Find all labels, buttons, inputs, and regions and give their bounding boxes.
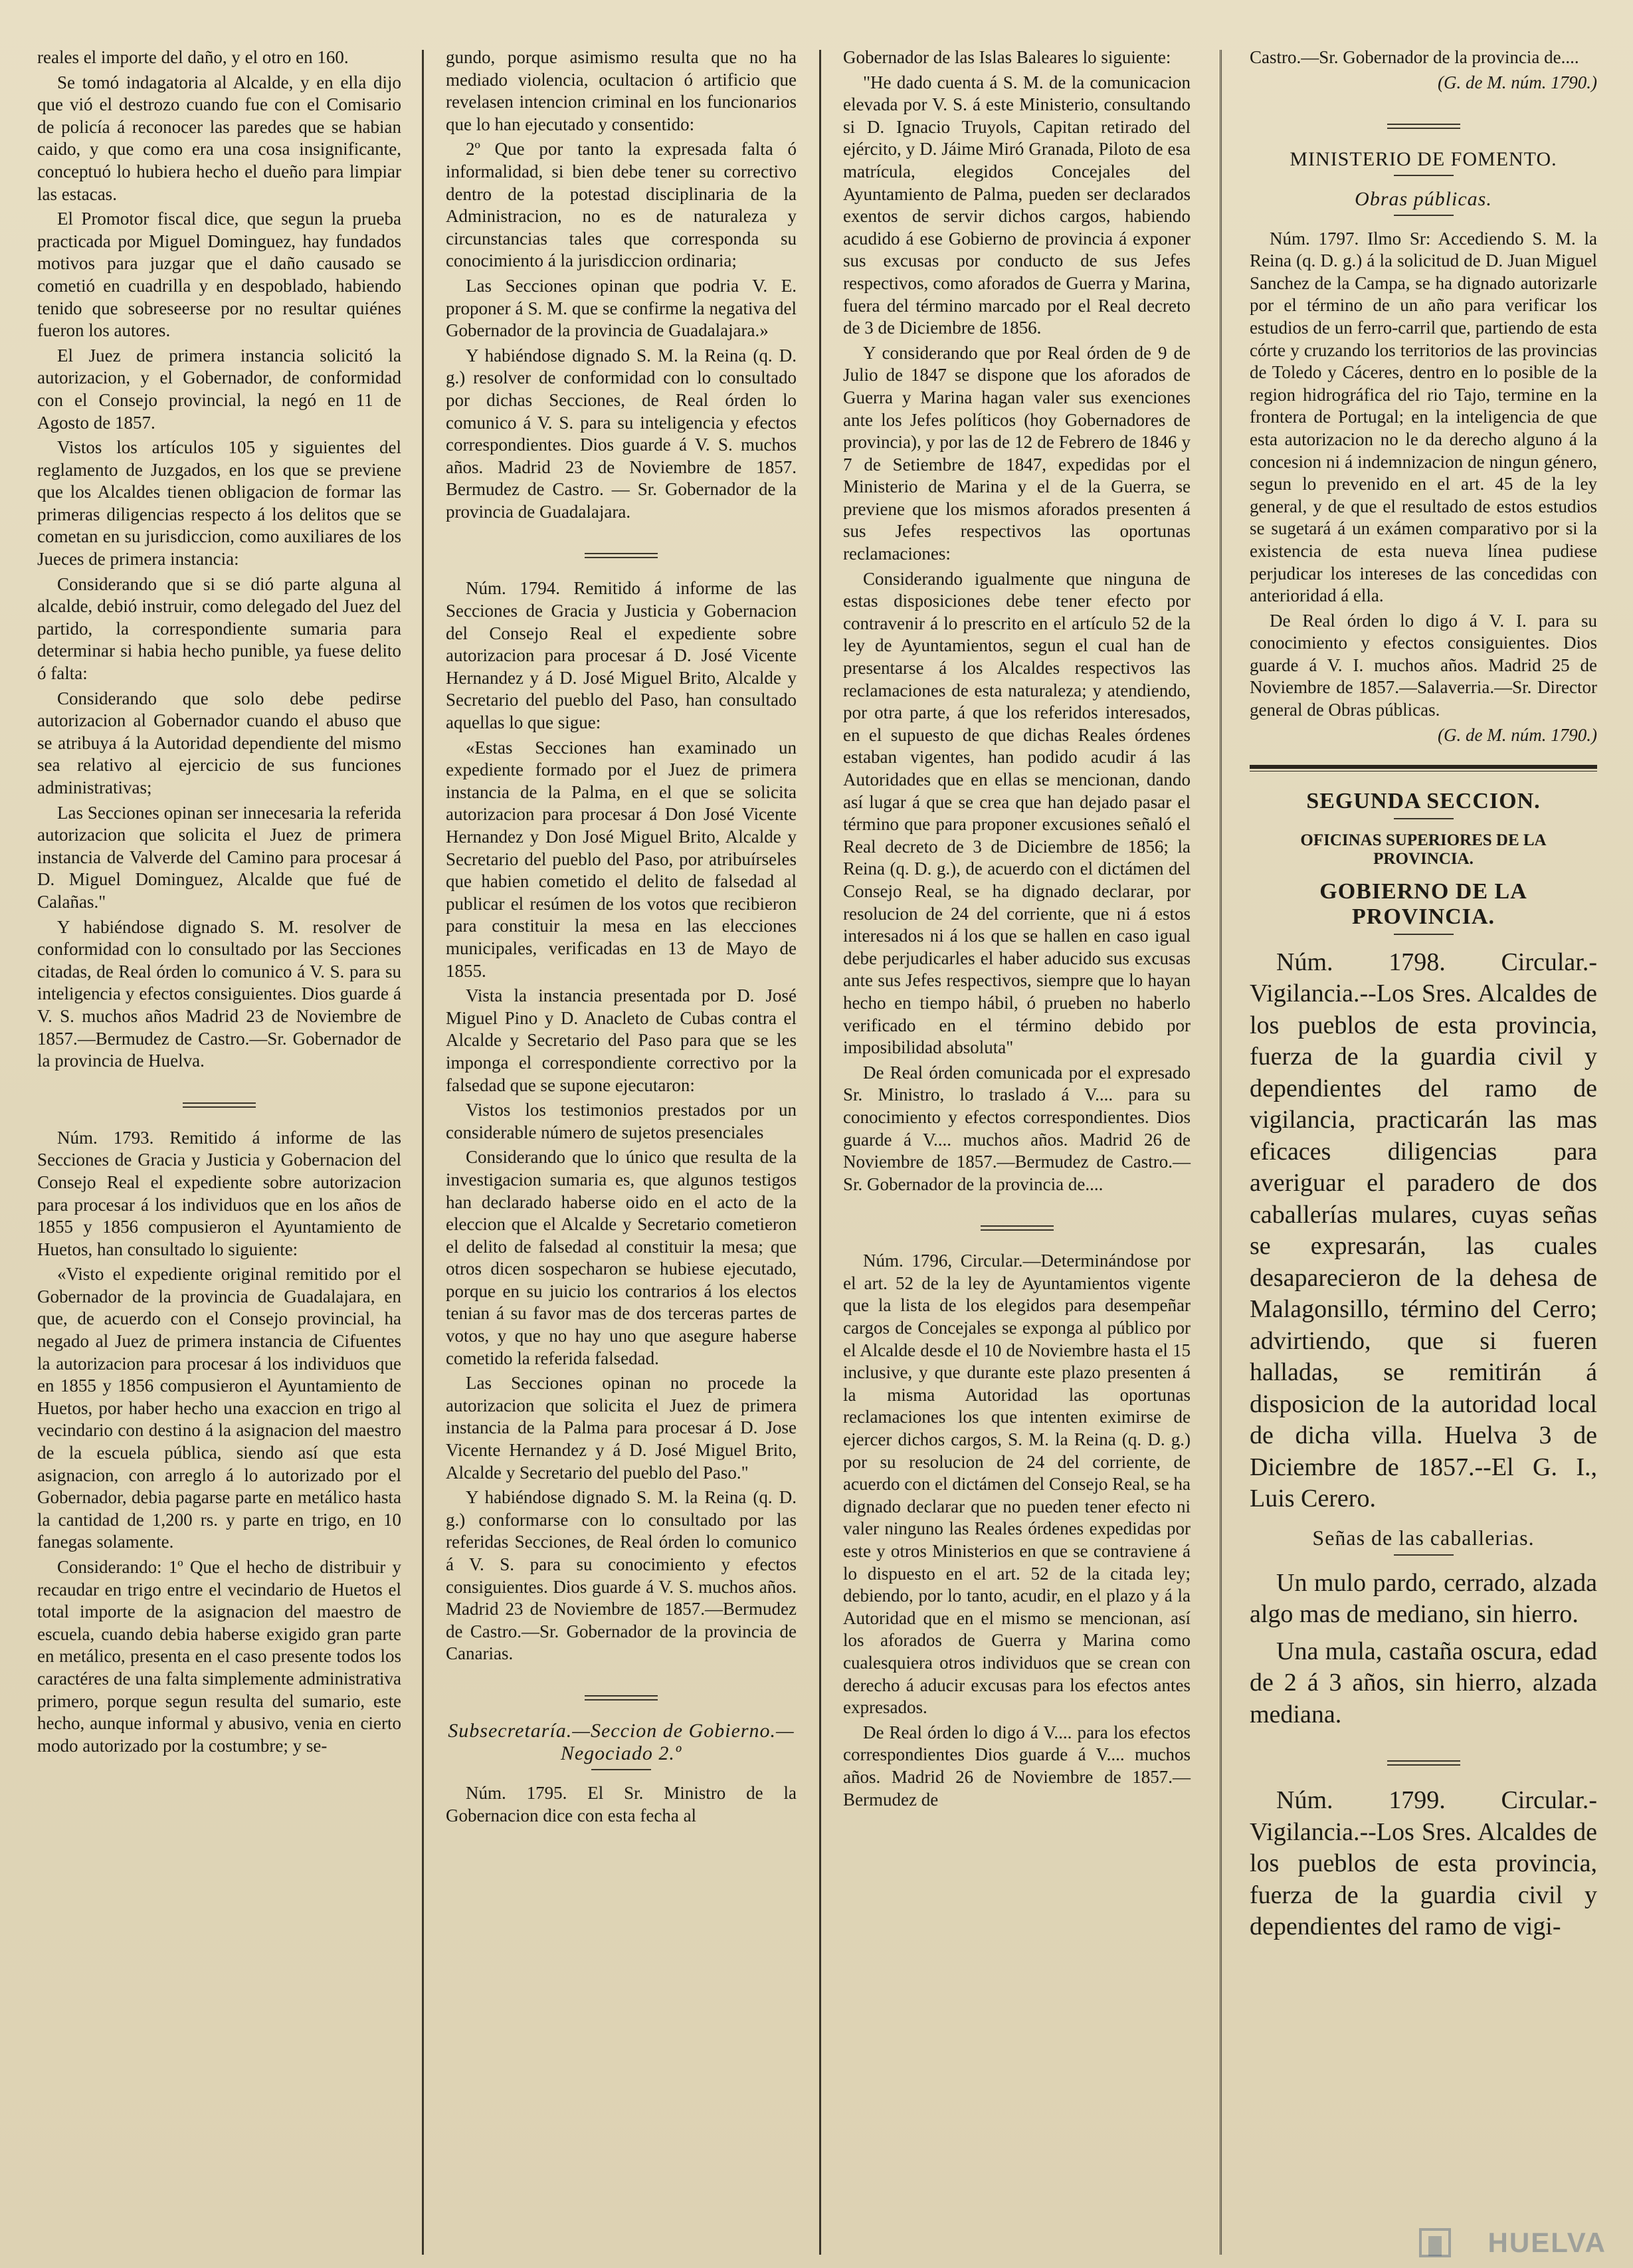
paragraph: De Real órden lo digo á V.... para los efectos correspondientes Dios guarde á V.... muchos años. Madrid 26 de Noviembre de 1857.—Bermudez de (843, 1722, 1191, 1809)
short-rule (1394, 1554, 1454, 1556)
section-subheading: Obras públicas. (1355, 187, 1492, 210)
separator (1250, 120, 1597, 130)
paragraph: Núm. 1794. Remitido á informe de las Secciones de Gracia y Justicia y Gobernacion del Consejo Real el expediente sobre autorizacion para procesar á D. José Vicente Hernandez y á D. José Miguel Brito, Alcalde y Secretario del pueblo del Paso, han consultado aquellas lo que sigue: (446, 578, 797, 733)
paragraph: Núm. 1797. Ilmo Sr: Accediendo S. M. la Reina (q. D. g.) á la solicitud de D. Juan Miguel Sanchez de la Campa, se ha dignado autorizarle por el término de un año para verificar los estudios de un ferro-carril que, partiendo de esta córte y cruzando los territorios de las provincias de Toledo y Cáceres, dentro en lo posible de la region hidrográfica del rio Tajo, termine en la frontera de Portugal; en la inteligencia de que esta autorizacion no le da derecho alguno á la concesion ni á indemnizacion de ningun género, segun lo prevenido en el art. 45 de la ley general, y de que el resultado de estos estudios se sugetará á un exámen comparativo por si la existencia de esta nueva línea pudiese perjudicar los intereses de las concedidas con anterioridad á ella. (1250, 228, 1597, 606)
paragraph: Y habiéndose dignado S. M. la Reina (q. D. g.) conformarse con lo consultado por las referidas Secciones, de Real órden lo comunico á V. S. para su conocimiento y efectos consiguientes. Dios guarde á V. S. muchos años. Madrid 23 de Noviembre de 1857.—Bermudez de Castro.—Sr. Gobernador de la provincia de Canarias. (446, 1487, 797, 1664)
paragraph: «Visto el expediente original remitido por el Gobernador de la provincia de Guadalajara, en que, de acuerdo con el Consejo provincial, ha negado al Juez de primera instancia de Cifuentes la autorizacion para procesar á los individuos que en 1855 y 1856 compusieron el Ayuntamiento de Huetos, por haber hecho una exaccion en trigo al vecindario con destino á la asignacion del maestro de la escuela pública, siendo así que esta asignacion, con arreglo á lo autorizado por el Gobernador, debia pagarse parte en metálico hasta la cantidad de 1,200 rs. y parte en trigo, en 10 fanegas solamente. (37, 1264, 401, 1552)
paragraph: Y habiéndose dignado S. M. resolver de conformidad con lo consultado por las Secciones citadas, de Real órden lo comunico á V. S. para su inteligencia y efectos consiguientes. Dios guarde á V. S. muchos años Madrid 23 de Noviembre de 1857.—Bermudez de Castro.—Sr. Gobernador de la provincia de Huelva. (37, 916, 401, 1071)
short-rule (1394, 215, 1454, 216)
paragraph: Considerando que si se dió parte alguna al alcalde, debió instruir, como delegado del Juez del partido, la correspondiente sumaria para determinar si habia hecho punible, ya fuese delito ó falta: (37, 573, 401, 684)
archive-watermark: HUELVA (1488, 2227, 1606, 2258)
paragraph: Y considerando que por Real órden de 9 de Julio de 1847 se dispone que los aforados de Guerra y Marina hagan valer sus exenciones ante los Jefes políticos (hoy Gobernadores de provincia), y por las de 12 de Febrero de 1846 y 7 de Setiembre de 1847, expedidas por el Ministerio de Marina y el de la Guerra, se previene que los mismos aforados presenten á sus Jefes respectivos las oportunas reclamaciones: (843, 342, 1191, 564)
paragraph: 2º Que por tanto la expresada falta ó informalidad, si bien debe tener su correctivo dentro de la potestad disciplinaria de la Administracion, no es de naturaleza y circunstancias tales que corresponda su conocimiento á la jurisdiccion ordinaria; (446, 139, 797, 271)
citation (1250, 724, 1597, 746)
column-4 (1246, 47, 1601, 2248)
descriptions-heading: Señas de las caballerias. (1312, 1525, 1535, 1550)
paragraph: Considerando: 1º Que el hecho de distribuir y recaudar en trigo entre el vecindario de Huetos el total importe de la asignacion del maestro de escuela, cuando debia haberse exigido gran parte en metálico, presenta en el caso presente todos los caractéres de una falta simplemente administrativa primero, porque segun resulta del sumario, este hecho, aunque informal y abusivo, venia en cierto modo autorizado por la costumbre; y se- (37, 1557, 401, 1756)
paragraph: «Estas Secciones han examinado un expediente formado por el Juez de primera instancia de la Palma, en el que se solicita autorizacion para procesar á Don José Vicente Hernandez y Don José Miguel Brito, Alcalde y Secretario del pueblo del Paso, por atribuírseles que habien cometido el delito de falsedad al publicar el resúmen de los votos que recibieron para constituir la mesa en las elecciones municipales, verificadas en 13 de Mayo de 1855. (446, 737, 797, 981)
paragraph: Un mulo pardo, cerrado, alzada algo mas de mediano, sin hierro. (1250, 1568, 1597, 1629)
column-rule (819, 50, 821, 2255)
paragraph: El Juez de primera instancia solicitó la autorizacion, y el Gobernador, de conformidad con el Consejo provincial, la negó en 11 de Agosto de 1857. (37, 345, 401, 433)
paragraph: "He dado cuenta á S. M. de la comunicacion elevada por V. S. á este Ministerio, consultando si D. Ignacio Truyols, Capitan retirado del ejército, y D. Jáime Miró Granada, Piloto de esa matrícula, elegidos Concejales del Ayuntamiento de Palma, pueden ser declarados exentos de servir dichos cargos, habiendo acudido á ese Gobierno de provincia á exponer sus excusas por conducto de sus Jefes respectivos, como aforados de Guerra y Marina, fuera del término marcado por el Real decreto de 3 de Diciembre de 1856. (843, 72, 1191, 338)
section-rule (1250, 765, 1597, 772)
paragraph: Una mula, castaña oscura, edad de 2 á 3 años, sin hierro, alzada mediana. (1250, 1637, 1597, 1728)
paragraph: Considerando igualmente que ninguna de estas disposiciones debe tener efecto por contravenir á lo prescrito en el artículo 52 de la ley de Ayuntamientos, segun el cual han de presentarse á los Alcaldes respectivos las reclamaciones de esta naturaleza; y atendiendo, por otra parte, á que los referidos interesados, en el supuesto de que dichas Reales órdenes estaban vigentes, han podido acudir á las Autoridades que en ellas se mencionan, dando así lugar á que se crea que han dejado pasar el término que para proponer excusiones señaló el Real decreto de 3 de Diciembre de 1856; la Reina (q. D. g.), de acuerdo con el dictámen del Consejo Real, se ha dignado declarar, por resolucion de 24 del corriente, que ni á estos interesados ni á los que se hallen en caso igual debe perjudicarles el haber aducido sus excusas ante sus Jefes respectivos, siempre que lo hayan hecho en tiempo hábil, ó prueben no haberlo verificado en el término debido por imposibilidad absoluta" (843, 568, 1191, 1058)
separator (446, 550, 797, 559)
paragraph: Las Secciones opinan no procede la autorizacion que solicita el Juez de primera instancia de la Palma para procesar á D. Jose Vicente Hernandez y á D. José Miguel Brito, Alcalde y Secretario del pueblo del Paso." (446, 1373, 797, 1483)
paragraph: Considerando que lo único que resulta de la investigacion sumaria es, que algunos testigos han declarado haberse oido en el acto de la eleccion que el Alcalde y Secretario cometieron el delito de falsedad al constituir la mesa; que otros dicen sospecharon se hubiese ejecutado, porque en su juicio los contrarios á los electos tenian á su favor mas de dos terceras partes de votos, y que no hay uno que asegure haberse cometido la referida falsedad. (446, 1147, 797, 1368)
separator (843, 1222, 1191, 1231)
citation (1250, 72, 1597, 94)
paragraph: Vistos los artículos 105 y siguientes del reglamento de Juzgados, en los que se previene que los Alcaldes tienen obligacion de formar las primeras diligencias respecto á los delitos que se cometan en su jurisdiccion, como auxiliares de los Jueces de primera instancia: (37, 437, 401, 569)
paragraph: De Real órden lo digo á V. I. para su conocimiento y efectos consiguientes. Dios guarde á V. I. muchos años. Madrid 25 de Noviembre de 1857.—Salaverria.—Sr. Director general de Obras públicas. (1250, 610, 1597, 720)
paragraph: Se tomó indagatoria al Alcalde, y en ella dijo que vió el destrozo cuando fue con el Comisario de policía á reconocer las paredes que se habian caido, y que como era una cosa insignificante, conceptuó lo hubiera hecho el dueño para limpiar las estacas. (37, 72, 401, 204)
paragraph: Las Secciones opinan que podria V. E. proponer á S. M. que se confirme la negativa del Gobernador de la provincia de Guadalajara.» (446, 275, 797, 341)
paragraph: Núm. 1799. Circular.-Vigilancia.--Los Sres. Alcaldes de los pueblos de esta provincia, fuerza de la guardia civil y dependientes del ramo de vigi- (1250, 1786, 1597, 1941)
column-2 (442, 47, 801, 2248)
separator (37, 1099, 401, 1108)
paragraph: Núm. 1793. Remitido á informe de las Secciones de Gracia y Justicia y Gobernacion del Consejo Real el expediente sobre autorizacion para procesar á los individuos que en los años de 1855 y 1856 compusieron el Ayuntamiento de Huetos, han consultado lo siguiente: (37, 1127, 401, 1259)
column-rule (422, 50, 424, 2255)
column-3 (839, 47, 1195, 2248)
short-rule (1394, 818, 1454, 819)
paragraph: Núm. 1795. El Sr. Ministro de la Gobernacion dice con esta fecha al (446, 1782, 797, 1825)
paragraph: Considerando que solo debe pedirse autorizacion al Gobernador cuando el abuso que se atribuya á la Autoridad dependiente del mismo sea relativo al ejercicio de sus funciones administrativas; (37, 688, 401, 797)
short-rule (1394, 175, 1454, 176)
citation-text: (G. de M. núm. 1790.) (1438, 72, 1597, 92)
paragraph: Y habiéndose dignado S. M. la Reina (q. D. g.) resolver de conformidad con lo consultado por dichas Secciones, de Real órden lo comunico á V. S. para su inteligencia y efectos correspondientes. Dios guarde á V. S. muchos años. Madrid 23 de Noviembre de 1857. Bermudez de Castro. — Sr. Gobernador de la provincia de Guadalajara. (446, 345, 797, 522)
paragraph: gundo, porque asimismo resulta que no ha mediado violencia, ocultacion ó artificio que revelasen intencion criminal en los funcionarios que lo han ejecutado y consentido: (446, 47, 797, 134)
separator (446, 1692, 797, 1701)
paragraph: De Real órden comunicada por el expresado Sr. Ministro, lo traslado á V.... para su conocimiento y efectos correspondientes. Dios guarde á V.... muchos años. Madrid 26 de Noviembre de 1857.—Bermudez de Castro.— Sr. Gobernador de la provincia de.... (843, 1062, 1191, 1194)
section-subheading: Subsecretaría.—Seccion de Gobierno.—Negociado 2.º (448, 1719, 795, 1764)
office-heading: OFICINAS SUPERIORES DE LA PROVINCIA. (1300, 831, 1547, 868)
short-rule (1394, 934, 1454, 935)
paragraph: Vista la instancia presentada por D. José Miguel Pino y D. Anacleto de Cubas contra el Alcalde y Secretario del Paso para que se les imponga el correspondiente correctivo por la falsedad que se supone ejecutaron: (446, 985, 797, 1095)
paragraph: reales el importe del daño, y el otro en 160. (37, 47, 349, 67)
paragraph: Gobernador de las Islas Baleares lo siguiente: (843, 47, 1171, 67)
column-1 (33, 47, 405, 2248)
archive-logo-icon (1416, 2223, 1454, 2260)
paragraph: Vistos los testimonios prestados por un considerable número de sujetos presenciales (446, 1100, 797, 1142)
citation-text: (G. de M. núm. 1790.) (1438, 724, 1597, 745)
government-heading: GOBIERNO DE LA PROVINCIA. (1319, 878, 1527, 929)
section-heading: SEGUNDA SECCION. (1306, 788, 1541, 813)
short-rule (591, 1769, 651, 1770)
paragraph: Núm. 1796, Circular.—Determinándose por el art. 52 de la ley de Ayuntamientos vigente que la lista de los elegidos para desempeñar cargos de Concejales se exponga al público por el Alcalde desde el 10 de Noviembre hasta el 15 inclusive, y que durante este plazo presenten á la misma Autoridad las oportunas reclamaciones los que intenten eximirse de ejercer dichos cargos, S. M. la Reina (q. D. g.) por su resolucion de 24 del corriente, de acuerdo con el dictámen del Consejo Real, se ha dignado declarar que no pueden tener efecto ni valer ninguno las Reales órdenes expedidas por este y otros Ministerios en que se contraviene á lo dispuesto en el art. 52 de la citada ley; debiendo, por lo tanto, acudir, en el plazo y á la Autoridad que en el mismo se mencionan, así los aforados de Guerra y Marina como cualesquiera otros individuos que se crean con derecho á aducir excusas para los efectos antes expresados. (843, 1251, 1191, 1718)
paragraph: Castro.—Sr. Gobernador de la provincia de.... (1250, 47, 1579, 67)
paragraph: Núm. 1798. Circular.-Vigilancia.--Los Sres. Alcaldes de los pueblos de esta provincia, fuerza de la guardia civil y dependientes del ramo de vigilancia, practicarán las mas eficaces diligencias para averiguar el paradero de dos caballerías mulares, cuyas señas se expresarán, las cuales desaparecieron de la dehesa de Malagonsillo, término del Cerro; advirtiendo, que si fueren halladas, se remitirán á disposicion de la autoridad local de dicha villa. Huelva 3 de Diciembre de 1857.--El G. I., Luis Cerero. (1250, 948, 1597, 1513)
paragraph: El Promotor fiscal dice, que segun la prueba practicada por Miguel Dominguez, hay fundados motivos para juzgar que el daño causado se cometió en cuadrilla y en despoblado, habiendo tenido que sobreseerse por no resultar quiénes fueron los autores. (37, 209, 401, 341)
column-rule (1220, 50, 1224, 2255)
paragraph: Las Secciones opinan ser innecesaria la referida autorizacion que solicita el Juez de primera instancia de Valverde del Camino para procesar á D. Miguel Dominguez, Alcalde que fué de Calañas." (37, 802, 401, 912)
separator (1250, 1757, 1597, 1766)
ministry-heading: MINISTERIO DE FOMENTO. (1290, 148, 1557, 170)
